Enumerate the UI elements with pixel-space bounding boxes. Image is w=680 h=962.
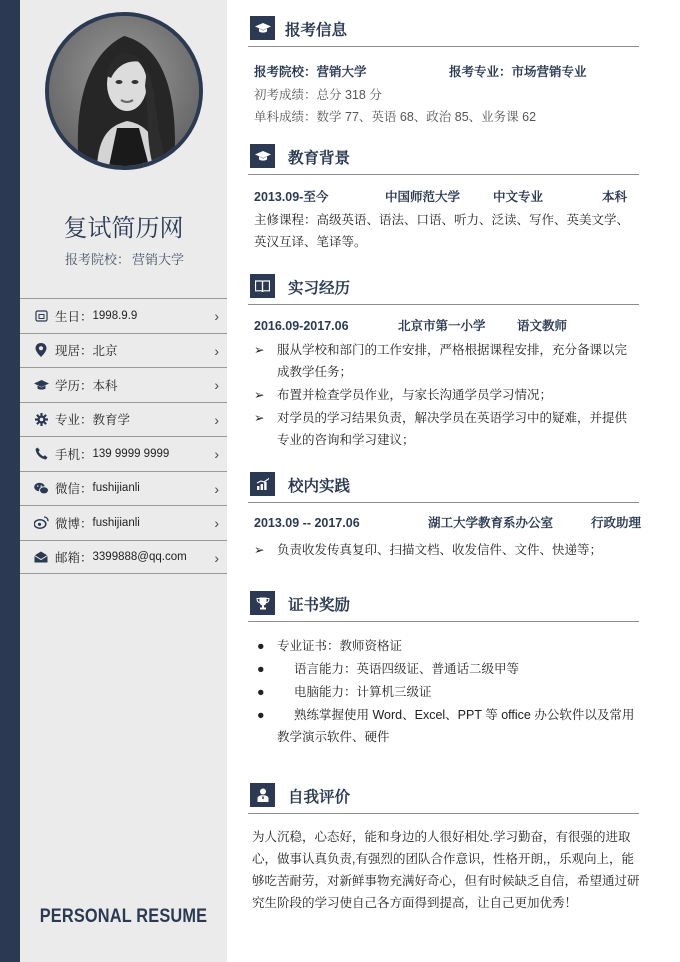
book-icon <box>250 274 275 298</box>
campus-role: 行政助理 <box>591 516 642 530</box>
section-title: 报考信息 <box>285 22 348 39</box>
info-value: 教育学 <box>92 413 131 428</box>
sidebar-target-school <box>20 249 227 268</box>
info-wechat[interactable] <box>20 471 227 506</box>
mail-icon <box>33 549 49 565</box>
internship-role: 语文教师 <box>517 319 568 333</box>
dot-bullet-icon: ● <box>257 662 265 676</box>
left-accent-stripe <box>0 0 20 962</box>
section-header-apply <box>248 16 639 42</box>
campus-org: 湖工大学教育系办公室 <box>428 516 554 530</box>
chevron-right-icon: › <box>214 342 219 359</box>
section-title: 自我评价 <box>288 789 351 806</box>
info-label: 微博： <box>55 516 93 531</box>
phone-icon <box>33 446 49 462</box>
award-text: 语言能力：英语四级证、普通话二级甲等 <box>294 662 520 676</box>
section-title: 教育背景 <box>288 150 351 167</box>
dot-bullet-icon: ● <box>257 708 265 722</box>
courses-label: 主修课程： <box>254 213 317 227</box>
education-period: 2013.09-至今 <box>254 190 329 204</box>
chevron-right-icon: › <box>214 549 219 566</box>
info-value: 本科 <box>92 378 118 393</box>
apply-major-value: 市场营销专业 <box>511 65 587 79</box>
internship-org: 北京市第一小学 <box>398 319 486 333</box>
award-item <box>254 681 638 703</box>
section-header-self-evaluation <box>248 783 639 809</box>
bar-chart-icon <box>250 472 275 496</box>
chevron-right-icon: › <box>214 480 219 497</box>
section-header-campus <box>248 472 639 498</box>
self-evaluation-text: 为人沉稳，心态好，能和身边的人很好相处.学习勤奋，有很强的进取心，做事认真负责,有强烈的团队合作意识，性格开朗,，乐观向上，能够吃苦耐劳，对新鲜事物充满好奇心，但有时候缺乏自信，希望通过研究生阶段的学习使自己各方面得到提高，让自己更加优秀！ <box>252 830 640 910</box>
prelim-score-row <box>254 84 382 106</box>
chevron-right-icon: › <box>214 377 219 393</box>
personal-info-list <box>20 298 227 574</box>
sidebar-school-value: 营销大学 <box>132 252 185 267</box>
education-school: 中国师范大学 <box>385 190 461 204</box>
graduation-cap-icon <box>250 144 275 168</box>
info-major[interactable] <box>20 402 227 437</box>
calendar-icon <box>33 308 49 324</box>
section-title: 校内实践 <box>288 478 351 495</box>
award-item <box>254 658 638 680</box>
dot-bullet-icon: ● <box>257 639 265 653</box>
info-value: 1998.9.9 <box>92 309 138 322</box>
info-label: 专业： <box>55 413 93 428</box>
personal-resume-footer: PERSONAL RESUME <box>39 906 208 927</box>
courses-value: 高级英语、语法、口语、听力、泛读、写作、英美文学、英汉互译、笔译等。 <box>254 213 630 249</box>
bullet-text: 负责收发传真复印、扫描文档、收发信件、文件、快递等； <box>277 543 603 557</box>
education-courses <box>254 209 638 253</box>
section-divider <box>248 813 639 814</box>
bullet-text: 对学员的学习结果负责，解决学员在英语学习中的疑难，并提供专业的咨询和学习建议； <box>277 411 628 447</box>
info-phone[interactable] <box>20 436 227 471</box>
wechat-icon <box>33 480 49 496</box>
section-divider <box>248 621 639 622</box>
info-education-level[interactable] <box>20 367 227 402</box>
trophy-icon <box>250 591 275 615</box>
internship-bullet <box>254 339 638 383</box>
weibo-icon <box>33 515 49 531</box>
section-divider <box>248 304 639 305</box>
section-title: 实习经历 <box>288 280 351 297</box>
award-text: 电脑能力：计算机三级证 <box>294 685 432 699</box>
sidebar-school-label: 报考院校： <box>64 252 130 267</box>
chevron-right-icon: › <box>214 515 219 531</box>
info-value: 3399888@qq.com <box>92 550 187 563</box>
prelim-score-label: 初考成绩： <box>254 88 317 102</box>
gear-icon <box>33 411 49 427</box>
section-divider <box>248 46 639 47</box>
section-title: 证书奖励 <box>288 597 351 614</box>
arrow-bullet-icon: ➢ <box>254 543 265 557</box>
section-divider <box>248 502 639 503</box>
award-text: 专业证书：教师资格证 <box>277 639 403 653</box>
portrait-image <box>49 16 199 166</box>
section-header-awards <box>248 591 639 617</box>
info-label: 手机： <box>55 447 93 462</box>
info-label: 微信： <box>55 482 93 497</box>
graduation-cap-icon <box>33 377 49 393</box>
chevron-right-icon: › <box>214 308 219 324</box>
award-item <box>254 635 638 657</box>
info-weibo[interactable] <box>20 505 227 540</box>
campus-bullet <box>254 539 638 561</box>
dot-bullet-icon: ● <box>257 685 265 699</box>
bullet-text: 服从学校和部门的工作安排，严格根据课程安排，充分备课以完成教学任务； <box>277 343 628 379</box>
campus-period: 2013.09 -- 2017.06 <box>254 516 360 530</box>
chevron-right-icon: › <box>214 411 219 428</box>
apply-school-value: 营销大学 <box>316 65 367 79</box>
education-degree: 本科 <box>602 190 628 204</box>
section-header-education <box>248 144 639 170</box>
apply-school-row <box>254 61 367 83</box>
subject-score-row <box>254 106 536 128</box>
person-icon <box>250 783 275 807</box>
award-item <box>254 704 638 748</box>
apply-school-label: 报考院校： <box>254 65 317 79</box>
chevron-right-icon: › <box>214 446 219 462</box>
info-value: 139 9999 9999 <box>92 447 170 460</box>
bullet-text: 布置并检查学员作业，与家长沟通学员学习情况； <box>277 388 553 402</box>
subject-score-value: 数学 77、英语 68、政治 85、业务课 62 <box>316 110 537 124</box>
internship-bullet <box>254 384 638 406</box>
info-value: fushijianli <box>92 516 140 529</box>
arrow-bullet-icon: ➢ <box>254 411 265 425</box>
section-divider <box>248 174 639 175</box>
award-text: 熟练掌握使用 Word、Excel、PPT 等 office 办公软件以及常用教学演示软件、硬件 <box>277 708 635 744</box>
info-email[interactable] <box>20 540 227 575</box>
arrow-bullet-icon: ➢ <box>254 388 265 402</box>
info-value: fushijianli <box>92 482 140 495</box>
arrow-bullet-icon: ➢ <box>254 343 265 357</box>
candidate-name: 复试简历网 <box>63 215 184 242</box>
info-label: 邮箱： <box>55 550 93 565</box>
info-label: 现居： <box>55 344 93 359</box>
graduation-cap-icon <box>250 16 275 40</box>
education-major: 中文专业 <box>493 190 544 204</box>
info-value: 北京 <box>92 344 118 359</box>
profile-photo <box>45 12 203 170</box>
info-label: 学历： <box>55 378 93 393</box>
apply-major-row <box>449 61 587 83</box>
info-label: 生日： <box>55 309 93 324</box>
apply-major-label: 报考专业： <box>449 65 512 79</box>
internship-bullet <box>254 407 638 451</box>
subject-score-label: 单科成绩： <box>254 110 317 124</box>
section-header-internship <box>248 274 639 300</box>
info-birthday[interactable] <box>20 298 227 333</box>
info-residence[interactable] <box>20 333 227 368</box>
location-pin-icon <box>33 342 49 358</box>
internship-period: 2016.09-2017.06 <box>254 319 349 333</box>
prelim-score-value: 总分 318 分 <box>316 88 382 102</box>
